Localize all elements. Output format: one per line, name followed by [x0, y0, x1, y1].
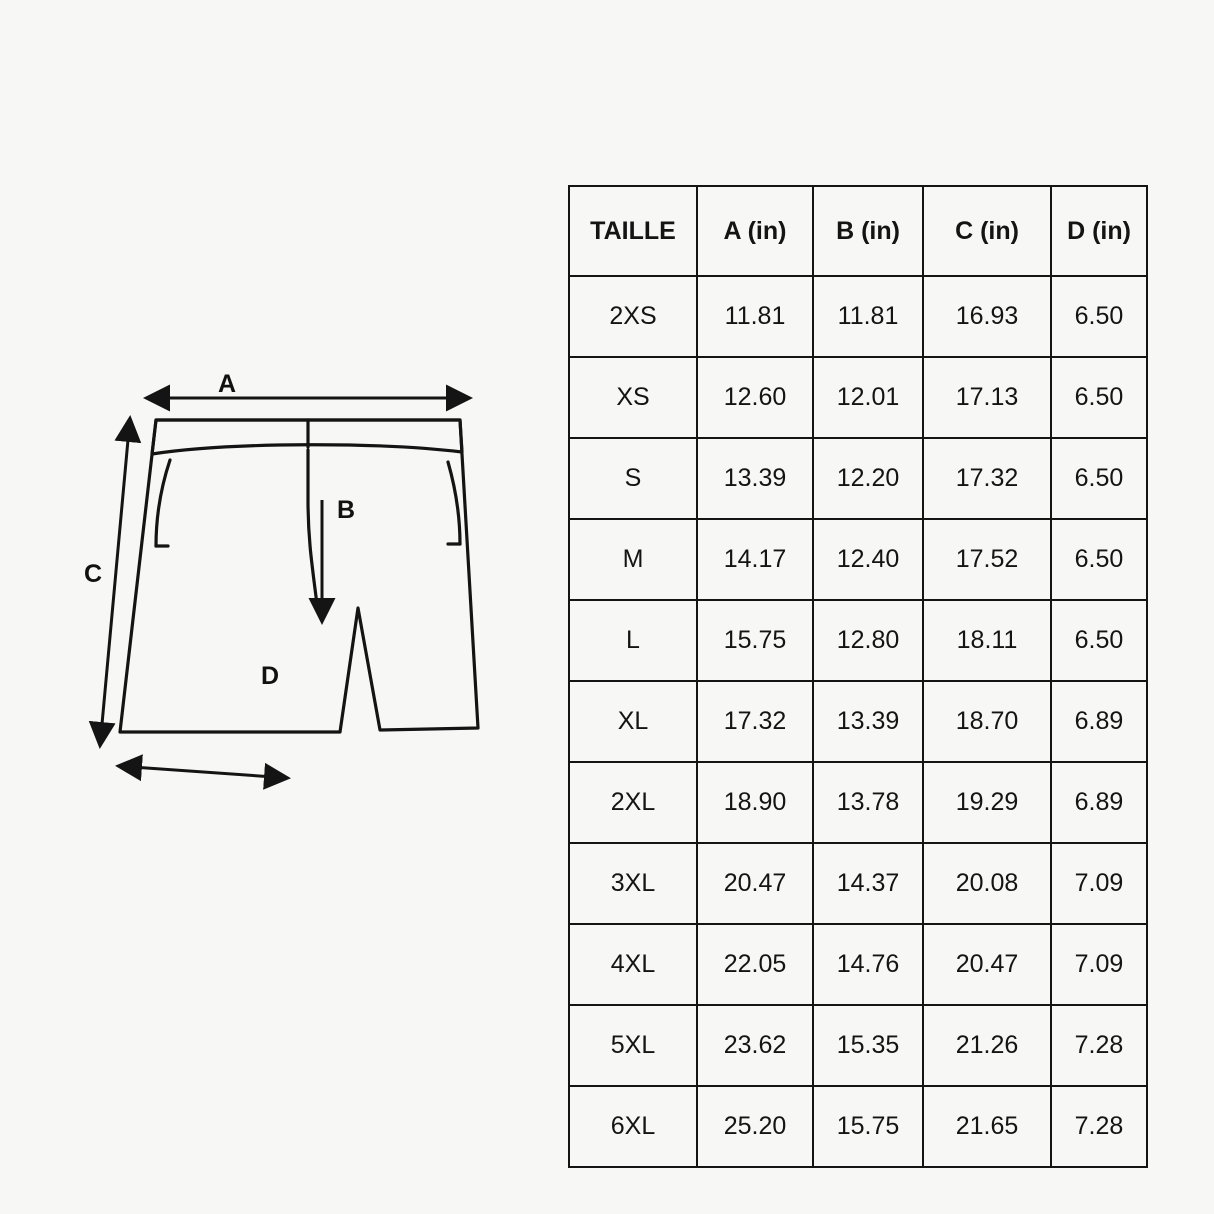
cell-a: 23.62	[697, 1005, 813, 1086]
table-row	[569, 276, 1147, 357]
cell-d: 6.89	[1051, 681, 1147, 762]
diagram-label-b: B	[337, 496, 356, 524]
cell-size: 2XS	[569, 276, 697, 357]
cell-d: 7.28	[1051, 1005, 1147, 1086]
cell-c: 20.08	[923, 843, 1051, 924]
cell-size: 2XL	[569, 762, 697, 843]
cell-d: 6.50	[1051, 438, 1147, 519]
cell-size: 3XL	[569, 843, 697, 924]
cell-size: XS	[569, 357, 697, 438]
cell-size: L	[569, 600, 697, 681]
cell-c: 17.52	[923, 519, 1051, 600]
cell-c: 18.11	[923, 600, 1051, 681]
cell-b: 12.01	[813, 357, 923, 438]
cell-a: 22.05	[697, 924, 813, 1005]
cell-b: 15.35	[813, 1005, 923, 1086]
cell-a: 11.81	[697, 276, 813, 357]
cell-b: 12.20	[813, 438, 923, 519]
table-row	[569, 681, 1147, 762]
cell-a: 15.75	[697, 600, 813, 681]
table-row	[569, 600, 1147, 681]
table-row	[569, 438, 1147, 519]
cell-size: S	[569, 438, 697, 519]
header-c: C (in)	[923, 186, 1051, 276]
table-row	[569, 924, 1147, 1005]
cell-a: 25.20	[697, 1086, 813, 1167]
cell-b: 14.37	[813, 843, 923, 924]
diagram-label-d: D	[261, 662, 280, 690]
cell-b: 13.78	[813, 762, 923, 843]
cell-d: 6.50	[1051, 600, 1147, 681]
cell-d: 6.50	[1051, 519, 1147, 600]
cell-b: 13.39	[813, 681, 923, 762]
shorts-illustration	[60, 350, 530, 830]
header-b: B (in)	[813, 186, 923, 276]
cell-size: M	[569, 519, 697, 600]
cell-d: 6.89	[1051, 762, 1147, 843]
cell-d: 7.09	[1051, 924, 1147, 1005]
cell-size: 6XL	[569, 1086, 697, 1167]
cell-b: 14.76	[813, 924, 923, 1005]
cell-a: 13.39	[697, 438, 813, 519]
cell-d: 7.28	[1051, 1086, 1147, 1167]
cell-c: 20.47	[923, 924, 1051, 1005]
cell-c: 17.13	[923, 357, 1051, 438]
header-d: D (in)	[1051, 186, 1147, 276]
cell-size: XL	[569, 681, 697, 762]
cell-c: 19.29	[923, 762, 1051, 843]
measure-arrow-d	[118, 766, 288, 778]
cell-size: 4XL	[569, 924, 697, 1005]
table-row	[569, 1005, 1147, 1086]
cell-size: 5XL	[569, 1005, 697, 1086]
cell-a: 14.17	[697, 519, 813, 600]
cell-c: 18.70	[923, 681, 1051, 762]
size-table	[568, 185, 1148, 1168]
cell-d: 7.09	[1051, 843, 1147, 924]
cell-a: 17.32	[697, 681, 813, 762]
cell-d: 6.50	[1051, 357, 1147, 438]
table-row	[569, 843, 1147, 924]
header-a: A (in)	[697, 186, 813, 276]
table-header-row	[569, 186, 1147, 276]
table-row	[569, 519, 1147, 600]
cell-c: 17.32	[923, 438, 1051, 519]
diagram-label-a: A	[218, 370, 237, 398]
table-row	[569, 762, 1147, 843]
table-row	[569, 357, 1147, 438]
cell-b: 11.81	[813, 276, 923, 357]
cell-a: 20.47	[697, 843, 813, 924]
cell-a: 18.90	[697, 762, 813, 843]
cell-a: 12.60	[697, 357, 813, 438]
header-taille: TAILLE	[569, 186, 697, 276]
cell-d: 6.50	[1051, 276, 1147, 357]
cell-b: 12.40	[813, 519, 923, 600]
cell-c: 21.26	[923, 1005, 1051, 1086]
cell-c: 16.93	[923, 276, 1051, 357]
table-row	[569, 1086, 1147, 1167]
cell-b: 15.75	[813, 1086, 923, 1167]
size-table-container	[568, 185, 1146, 1147]
shorts-diagram	[60, 350, 530, 830]
cell-b: 12.80	[813, 600, 923, 681]
cell-c: 21.65	[923, 1086, 1051, 1167]
diagram-label-c: C	[84, 560, 103, 588]
